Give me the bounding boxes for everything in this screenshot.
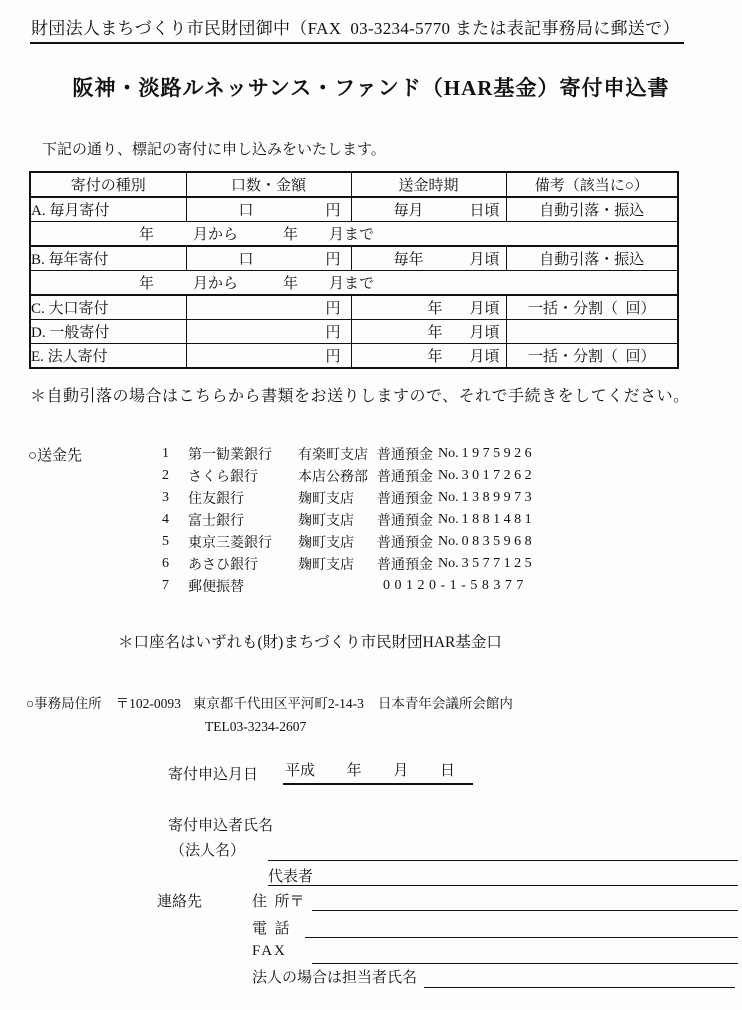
account-number: No. 0835968 [438, 534, 536, 549]
table-row-general-donation [30, 320, 678, 344]
bank-row [162, 553, 535, 575]
period-year-from-label: 年 [139, 276, 155, 292]
timing-unit-label: 日頃 [469, 203, 500, 219]
account-type: 普通預金 [377, 514, 433, 529]
bank-number: 2 [162, 468, 169, 483]
office-section-label: ○事務局住所 [26, 696, 102, 711]
timing-label: 毎年 [393, 252, 424, 268]
timing-unit-label: 月頃 [469, 252, 500, 268]
account-type: 普通預金 [377, 448, 433, 463]
table-row-monthly-donation [30, 197, 678, 222]
contact-fax-label: FAX [252, 943, 287, 959]
table-row-large-donation [30, 295, 678, 320]
bank-branch: 本店公務部 [298, 470, 368, 485]
application-date-field [283, 759, 473, 785]
remittance-section-label: ○送金先 [28, 448, 83, 464]
era-label: 平成 [285, 763, 316, 779]
timing-label: 毎月 [393, 203, 424, 219]
table-row-yearly-donation [30, 246, 678, 271]
year-label: 年 [346, 763, 362, 779]
applicant-name-label: 寄付申込者氏名 [168, 818, 274, 834]
account-number: No. 3017262 [438, 468, 536, 483]
bank-branch: 麹町支店 [298, 514, 354, 529]
contact-phone-label: 電 話 [252, 921, 290, 937]
application-date-label: 寄付申込月日 [168, 767, 259, 783]
bank-number: 1 [162, 446, 169, 461]
office-telephone: TEL03-3234-2607 [205, 719, 307, 734]
col-header-units-amount: 口数・金額 [186, 172, 351, 197]
bank-row-postal-transfer [162, 575, 535, 597]
timing-unit-label: 月頃 [469, 349, 500, 365]
bank-branch: 麹町支店 [298, 536, 354, 551]
office-building: 日本青年会議所会館内 [377, 696, 513, 711]
postal-transfer-number: 00120-1-58377 [383, 578, 528, 593]
col-header-remarks: 備考（該当に○） [506, 172, 678, 197]
period-year-from-label: 年 [139, 227, 155, 243]
bank-number: 4 [162, 512, 169, 527]
contact-address-label: 住 所〒 [252, 894, 305, 910]
timing-unit-label: 月頃 [469, 325, 500, 341]
units-amount-cell [186, 246, 351, 271]
corporate-name-label: （法人名） [170, 843, 246, 859]
bank-branch: 有楽町支店 [298, 448, 368, 463]
col-header-donation-type: 寄付の種別 [30, 172, 186, 197]
bank-row [162, 487, 535, 509]
donation-table [29, 171, 679, 369]
office-street-address: 東京都千代田区平河町2-14-3 [192, 696, 364, 711]
units-label: 口 [238, 203, 254, 219]
yen-label: 円 [325, 325, 341, 341]
bank-number: 5 [162, 534, 169, 549]
bank-name: 第一勧業銀行 [188, 448, 272, 463]
corporate-name-field-line [268, 860, 738, 861]
bank-name: 住友銀行 [188, 492, 244, 507]
contact-fax-field-line [312, 963, 738, 964]
remarks-cell: 一括・分割（ 回） [506, 295, 678, 320]
bank-name: 東京三菱銀行 [188, 536, 272, 551]
timing-cell [351, 320, 506, 344]
donation-type-cell: A. 毎月寄付 [30, 197, 186, 222]
month-label: 月 [393, 763, 409, 779]
bank-list [162, 443, 535, 597]
col-header-remittance-timing: 送金時期 [351, 172, 506, 197]
recipient-fax-line: 財団法人まちづくり市民財団御中（FAX 03-3234-5770 または表記事務局に郵送で） [30, 14, 684, 44]
remarks-cell: 一括・分割（ 回） [506, 344, 678, 369]
bank-branch: 麹町支店 [298, 558, 354, 573]
period-year-to-label: 年 [283, 227, 299, 243]
account-number: No. 3577125 [438, 556, 536, 571]
donation-table-header-row [30, 172, 678, 197]
yen-label: 円 [325, 349, 341, 365]
bank-branch: 麹町支店 [298, 492, 354, 507]
timing-unit-label: 月頃 [469, 301, 500, 317]
account-number: No. 1389973 [438, 490, 536, 505]
contact-address-field-line [312, 910, 738, 911]
bank-row [162, 531, 535, 553]
representative-field-line [268, 885, 738, 886]
period-cell [30, 222, 678, 247]
yen-label: 円 [325, 252, 341, 268]
donation-type-cell: C. 大口寄付 [30, 295, 186, 320]
corporate-staff-field-line [424, 987, 735, 988]
table-row-monthly-period [30, 222, 678, 247]
units-amount-cell [186, 320, 351, 344]
units-amount-cell [186, 295, 351, 320]
period-cell [30, 271, 678, 296]
table-row-yearly-period [30, 271, 678, 296]
timing-cell [351, 197, 506, 222]
donation-type-cell: E. 法人寄付 [30, 344, 186, 369]
timing-label: 年 [427, 301, 443, 317]
account-type: 普通預金 [377, 536, 433, 551]
units-amount-cell [186, 344, 351, 369]
form-title: 阪神・淡路ルネッサンス・ファンド（HAR基金）寄付申込書 [72, 76, 670, 100]
donation-type-cell: B. 毎年寄付 [30, 246, 186, 271]
bank-name: 郵便振替 [188, 580, 244, 595]
account-number: No. 1881481 [438, 512, 536, 527]
bank-name: 富士銀行 [188, 514, 244, 529]
remarks-cell: 自動引落・振込 [506, 246, 678, 271]
units-amount-cell [186, 197, 351, 222]
account-number: No. 1975926 [438, 446, 536, 461]
auto-debit-note: ＊自動引落の場合はこちらから書類をお送りしますので、それで手続きをしてください。 [30, 388, 690, 405]
contact-phone-field-line [305, 937, 738, 938]
period-month-to-label: 月まで [329, 276, 375, 292]
bank-row [162, 465, 535, 487]
day-label: 日 [439, 763, 455, 779]
account-type: 普通預金 [377, 470, 433, 485]
office-address-line [26, 692, 513, 712]
bank-number: 6 [162, 556, 169, 571]
contact-section-label: 連絡先 [157, 894, 203, 910]
bank-name: あさひ銀行 [188, 558, 258, 573]
representative-label: 代表者 [268, 869, 314, 885]
period-month-from-label: 月から [193, 227, 239, 243]
bank-name: さくら銀行 [188, 470, 258, 485]
period-month-to-label: 月まで [329, 227, 375, 243]
period-month-from-label: 月から [193, 276, 239, 292]
bank-row [162, 509, 535, 531]
table-row-corporate-donation [30, 344, 678, 369]
remarks-cell [506, 320, 678, 344]
donation-type-cell: D. 一般寄付 [30, 320, 186, 344]
timing-label: 年 [427, 349, 443, 365]
period-year-to-label: 年 [283, 276, 299, 292]
bank-row [162, 443, 535, 465]
bank-number: 3 [162, 490, 169, 505]
timing-label: 年 [427, 325, 443, 341]
intro-sentence: 下記の通り、標記の寄付に申し込みをいたします。 [42, 142, 386, 158]
units-label: 口 [238, 252, 254, 268]
remarks-cell: 自動引落・振込 [506, 197, 678, 222]
corporate-staff-name-label: 法人の場合は担当者氏名 [252, 970, 418, 986]
yen-label: 円 [325, 301, 341, 317]
account-name-note: ＊口座名はいずれも(財)まちづくり市民財団HAR基金口 [118, 634, 502, 651]
office-postal-code: 〒102-0093 [115, 696, 181, 711]
timing-cell [351, 295, 506, 320]
account-type: 普通預金 [377, 492, 433, 507]
timing-cell [351, 344, 506, 369]
yen-label: 円 [325, 203, 341, 219]
timing-cell [351, 246, 506, 271]
bank-number: 7 [162, 578, 169, 593]
account-type: 普通預金 [377, 558, 433, 573]
